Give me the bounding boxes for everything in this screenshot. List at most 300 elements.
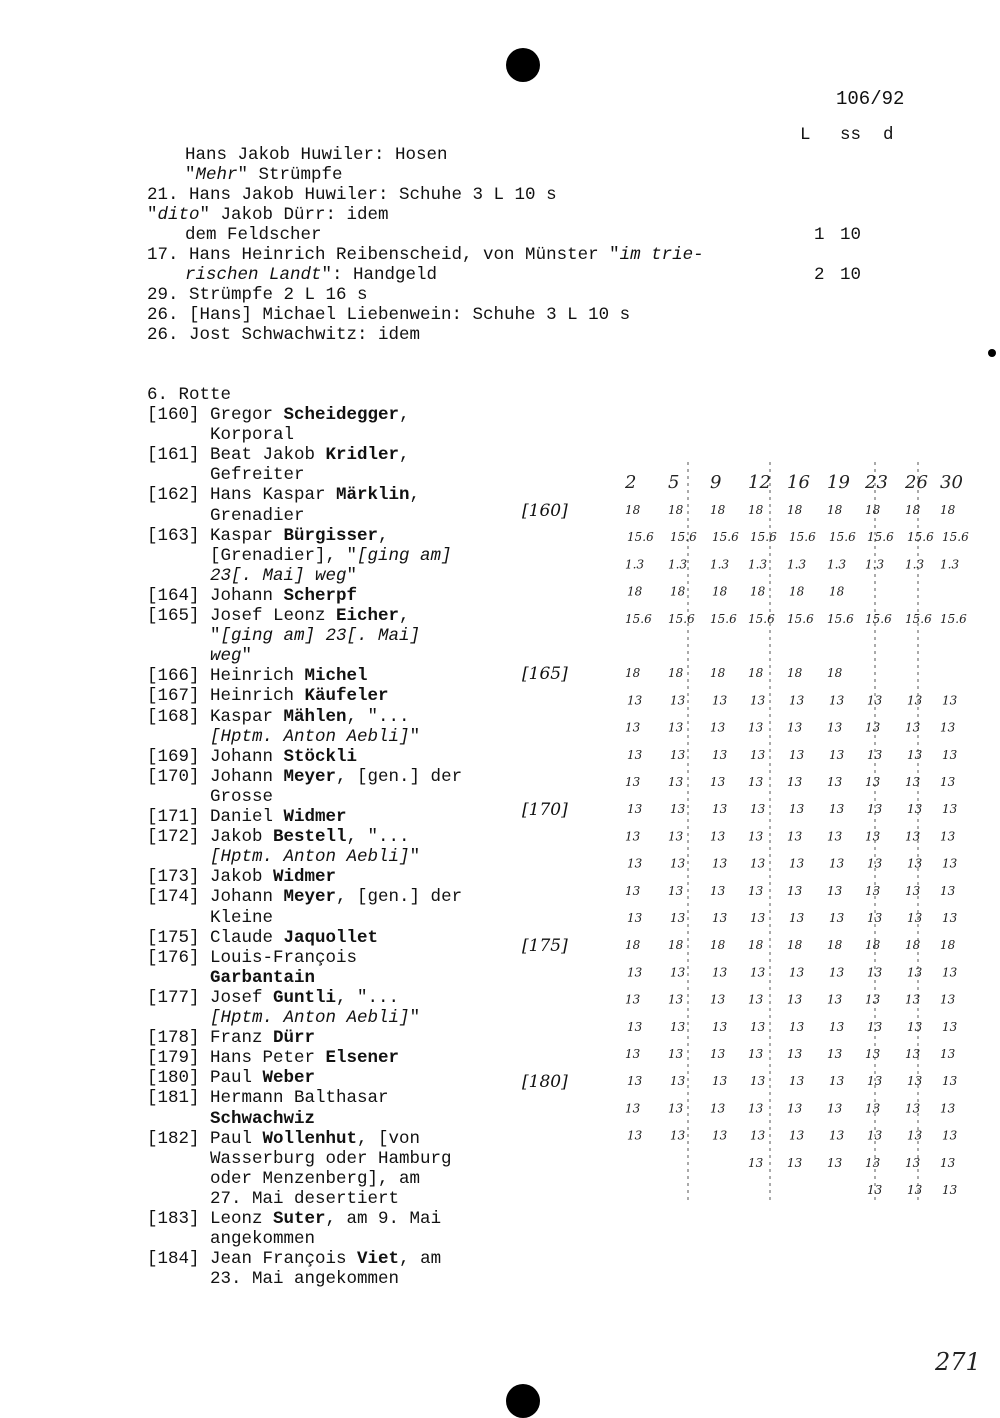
surname: Weber xyxy=(262,1068,316,1089)
surname: Guntli xyxy=(273,987,337,1008)
text-run xyxy=(147,1109,210,1129)
pay-cell: 13 xyxy=(942,1019,958,1034)
pay-cell: 15.6 xyxy=(867,530,894,545)
pay-cell: 13 xyxy=(625,775,641,789)
pay-cell: 15.6 xyxy=(710,611,737,626)
pay-cell: 13 xyxy=(942,1074,958,1089)
rotte-line xyxy=(147,606,410,626)
surname: Elsener xyxy=(325,1048,400,1069)
pay-column-date: 5 xyxy=(668,472,680,493)
pay-cell: 13 xyxy=(625,992,641,1007)
italic-text: [Hptm. Anton Aebli] xyxy=(210,847,410,868)
rotte-line xyxy=(147,1008,420,1028)
pay-cell: 13 xyxy=(942,856,958,871)
text-run: " xyxy=(409,726,421,747)
pay-cell: 13 xyxy=(627,1128,643,1143)
pay-cell: 13 xyxy=(865,1155,881,1170)
rotte-line xyxy=(147,405,410,425)
text-run xyxy=(147,727,210,747)
rotte-line xyxy=(147,928,378,948)
pay-cell: 18 xyxy=(748,938,764,953)
pay-cell: 13 xyxy=(942,1128,958,1143)
pay-cell: 13 xyxy=(905,720,921,735)
pay-cell: 13 xyxy=(627,1019,643,1034)
pay-cell: 13 xyxy=(748,992,764,1007)
pay-cell: 13 xyxy=(907,1074,923,1089)
pay-cell: 13 xyxy=(867,1074,883,1089)
pay-cell: 13 xyxy=(865,1047,881,1061)
pay-cell: 13 xyxy=(789,747,805,762)
pay-cell: 13 xyxy=(827,720,843,735)
text-run: , am 9. Mai xyxy=(325,1209,442,1229)
text-run: [175] Claude xyxy=(147,927,284,948)
pay-cell: 13 xyxy=(750,1074,766,1089)
pay-cell: 13 xyxy=(787,1101,803,1116)
text-run: 23. Mai angekommen xyxy=(147,1269,400,1290)
pay-cell: 13 xyxy=(670,856,686,871)
rotte-line xyxy=(147,908,273,928)
amount-shilling: 10 xyxy=(840,225,862,245)
registration-dot-side xyxy=(988,349,996,357)
ledger-entry xyxy=(147,205,389,225)
rotte-line xyxy=(147,485,420,505)
rotte-line xyxy=(147,1149,452,1169)
text-run xyxy=(147,847,210,867)
rotte-line xyxy=(147,546,452,566)
pay-cell: 18 xyxy=(710,666,726,681)
pay-cell: 15.6 xyxy=(829,530,856,545)
text-run: [167] Heinrich xyxy=(147,686,305,707)
pay-column-date: 16 xyxy=(787,472,810,493)
pay-cell: 13 xyxy=(829,1019,845,1034)
italic-text: weg xyxy=(210,646,242,667)
pay-cell: 13 xyxy=(712,802,728,817)
pay-cell: 13 xyxy=(905,1155,921,1170)
rotte-line xyxy=(147,887,462,907)
pay-cell: 13 xyxy=(789,693,805,708)
pay-cell: 15.6 xyxy=(712,530,739,545)
surname: Viet xyxy=(357,1249,400,1270)
pay-cell: 13 xyxy=(867,1183,883,1197)
text-run: [168] Kaspar xyxy=(147,706,284,727)
pay-row-label: [160] xyxy=(522,501,568,521)
pay-cell: 13 xyxy=(627,965,643,980)
text-run: Gefreiter xyxy=(147,465,305,486)
pay-cell: 15.6 xyxy=(625,611,652,626)
pay-cell: 13 xyxy=(867,747,883,762)
text-run xyxy=(147,646,210,666)
pay-cell: 13 xyxy=(827,992,843,1007)
pay-cell: 13 xyxy=(789,802,805,817)
pay-cell: 13 xyxy=(712,1128,728,1143)
text-run: " xyxy=(409,1008,421,1028)
surname: Käufeler xyxy=(304,686,389,707)
pay-cell: 13 xyxy=(865,992,881,1007)
rotte-line xyxy=(147,1048,399,1068)
pay-cell: 13 xyxy=(750,1128,766,1143)
pay-cell: 13 xyxy=(905,992,921,1007)
pay-cell: 13 xyxy=(829,911,845,925)
pay-cell: 13 xyxy=(750,802,766,817)
pay-cell: 18 xyxy=(712,584,728,599)
pay-cell: 15.6 xyxy=(905,611,932,626)
pay-cell: 13 xyxy=(787,1047,803,1061)
pay-cell: 18 xyxy=(710,503,726,517)
rotte-line xyxy=(147,1109,315,1129)
pay-cell: 13 xyxy=(867,1019,883,1034)
pay-cell: 18 xyxy=(625,503,641,517)
ledger-entry xyxy=(185,145,448,165)
pay-cell: 13 xyxy=(748,1101,764,1116)
pay-cell: 15.6 xyxy=(668,611,695,626)
text-run: [173] Jakob xyxy=(147,867,274,888)
pay-cell: 15.6 xyxy=(907,530,934,545)
rotte-line xyxy=(147,425,294,445)
pay-cell: 13 xyxy=(907,1128,923,1143)
pay-cell: 15.6 xyxy=(827,611,854,626)
pay-cell: 13 xyxy=(670,747,686,762)
pay-cell: 13 xyxy=(942,802,958,817)
text-run: [174] Johann xyxy=(147,887,284,908)
pay-cell: 13 xyxy=(867,1128,883,1143)
pay-cell: 13 xyxy=(750,965,766,980)
italic-text: [Hptm. Anton Aebli] xyxy=(210,726,410,747)
text-run: , xyxy=(399,405,410,425)
pay-cell: 13 xyxy=(940,720,956,735)
surname: Widmer xyxy=(273,867,337,888)
ledger-entry xyxy=(185,165,343,185)
rotte-line xyxy=(147,787,273,807)
pay-cell: 18 xyxy=(865,503,881,517)
pay-cell: 13 xyxy=(942,1183,958,1197)
pay-cell: 1.3 xyxy=(710,557,730,572)
pay-cell: 13 xyxy=(712,1019,728,1034)
ledger-entry xyxy=(147,325,420,345)
pay-column-date: 19 xyxy=(827,472,850,493)
pay-cell: 13 xyxy=(787,829,803,844)
rotte-line xyxy=(147,586,357,606)
text-run: , xyxy=(409,485,421,506)
rotte-line xyxy=(147,847,420,867)
pay-cell: 13 xyxy=(670,802,686,817)
text-run: [179] Hans Peter xyxy=(147,1048,326,1069)
pay-cell: 13 xyxy=(712,1074,728,1089)
pay-cell: 13 xyxy=(940,1101,956,1116)
pay-cell: 13 xyxy=(787,992,803,1007)
text-run: [177] Josef xyxy=(147,987,274,1008)
italic-text: [ging am] xyxy=(357,545,452,566)
surname: Wollenhut xyxy=(262,1128,358,1149)
pay-cell: 13 xyxy=(627,1074,643,1089)
rotte-line xyxy=(147,1249,441,1269)
surname: Suter xyxy=(273,1209,326,1229)
text-run: , xyxy=(399,445,410,466)
pay-cell: 18 xyxy=(748,666,764,681)
text-run: [166] Heinrich xyxy=(147,666,305,687)
text-run: 27. Mai desertiert xyxy=(147,1188,400,1209)
text-run: 26. [Hans] Michael Liebenwein: Schuhe 3 L 10 s xyxy=(147,305,631,325)
pay-cell: 13 xyxy=(905,1101,921,1116)
text-run: " xyxy=(346,565,358,586)
text-run: , "... xyxy=(336,987,400,1008)
surname: Bürgisser xyxy=(283,525,379,546)
pay-cell: 13 xyxy=(625,720,641,735)
pay-cell: 13 xyxy=(829,1074,845,1089)
rotte-line xyxy=(147,1129,420,1149)
amount-pound: 1 xyxy=(814,225,825,245)
text-run: ": Handgeld xyxy=(321,265,438,285)
text-run: [161] Beat Jakob xyxy=(147,445,326,466)
pay-column-date: 30 xyxy=(940,472,963,493)
pay-cell: 13 xyxy=(907,747,923,762)
pay-cell: 13 xyxy=(940,992,956,1007)
pay-cell: 13 xyxy=(625,829,641,844)
pay-cell: 13 xyxy=(867,911,883,925)
rotte-line xyxy=(147,1028,315,1048)
pay-cell: 1.3 xyxy=(787,557,807,572)
text-run: oder Menzenberg], am xyxy=(147,1168,421,1189)
text-run: [171] Daniel xyxy=(147,807,284,827)
pay-cell: 13 xyxy=(625,883,641,898)
amount-pound: 2 xyxy=(814,265,825,285)
surname: Garbantain xyxy=(210,967,316,988)
text-run: , am xyxy=(399,1249,442,1270)
pay-cell: 13 xyxy=(827,883,843,898)
text-run: [164] Johann xyxy=(147,585,284,606)
pay-cell: 13 xyxy=(670,911,686,925)
pay-column-date: 9 xyxy=(710,472,722,493)
text-run: [160] Gregor xyxy=(147,405,284,425)
rotte-title: 6. Rotte xyxy=(147,385,232,405)
pay-cell: 13 xyxy=(867,693,883,708)
surname: Bestell xyxy=(273,827,347,848)
pay-cell: 13 xyxy=(750,856,766,871)
ledger-entry xyxy=(147,185,557,205)
pay-cell: 13 xyxy=(748,775,764,789)
pay-row-label: [170] xyxy=(522,800,568,821)
pay-cell: 18 xyxy=(670,584,686,599)
pay-cell: 13 xyxy=(712,856,728,871)
pay-cell: 13 xyxy=(787,883,803,898)
pay-cell: 1.3 xyxy=(748,557,768,572)
column-header-pound: L xyxy=(800,125,811,145)
pay-cell: 13 xyxy=(907,693,923,708)
pay-cell: 13 xyxy=(940,775,956,789)
pay-cell: 18 xyxy=(668,503,684,517)
pay-cell: 13 xyxy=(670,1074,686,1089)
pay-cell: 13 xyxy=(907,1183,923,1197)
text-run: [170] Johann xyxy=(147,766,284,787)
pay-cell: 13 xyxy=(712,911,728,925)
surname: Eicher xyxy=(336,606,400,626)
pay-row-label: [180] xyxy=(522,1072,568,1093)
pay-cell: 13 xyxy=(905,1047,921,1061)
text-run: " xyxy=(147,205,158,225)
pay-cell: 13 xyxy=(710,720,726,735)
pay-cell: 18 xyxy=(787,503,803,517)
pay-cell: 13 xyxy=(668,883,684,898)
ledger-entry xyxy=(147,245,704,265)
rotte-line xyxy=(147,686,389,706)
pay-cell: 13 xyxy=(712,693,728,708)
text-run: , [gen.] der xyxy=(336,887,463,908)
text-run: Kleine xyxy=(147,907,274,928)
italic-text: rischen Landt xyxy=(185,265,322,285)
pay-cell: 15.6 xyxy=(787,611,814,626)
text-run: " Jakob Dürr: idem xyxy=(199,205,389,225)
text-run: " xyxy=(185,165,196,185)
pay-cell: 15.6 xyxy=(627,530,654,545)
pay-cell: 1.3 xyxy=(905,557,925,572)
column-header-pence: d xyxy=(883,125,894,145)
pay-cell: 13 xyxy=(829,693,845,708)
registration-dot-top xyxy=(506,48,540,82)
pay-cell: 13 xyxy=(867,802,883,817)
pay-cell: 13 xyxy=(865,720,881,735)
ledger-entry xyxy=(147,305,630,325)
pay-cell: 13 xyxy=(748,883,764,898)
pay-cell: 13 xyxy=(907,856,923,871)
pay-cell: 13 xyxy=(942,747,958,762)
pay-cell: 13 xyxy=(625,1101,641,1116)
pay-cell: 18 xyxy=(865,938,881,953)
text-run: 21. Hans Jakob Huwiler: Schuhe 3 L 10 s xyxy=(147,185,557,205)
surname: Scheidegger xyxy=(283,405,400,425)
text-run: [183] Leonz xyxy=(147,1209,274,1229)
pay-cell: 13 xyxy=(668,992,684,1007)
pay-cell: 13 xyxy=(670,1019,686,1034)
pay-cell: 13 xyxy=(827,1047,843,1061)
pay-cell: 13 xyxy=(940,829,956,844)
text-run: [180] Paul xyxy=(147,1068,263,1089)
text-run: , "... xyxy=(346,706,410,727)
text-run: 26. Jost Schwachwitz: idem xyxy=(147,325,421,345)
text-run: 17. Hans Heinrich Reibenscheid, von Münster " xyxy=(147,245,620,265)
pay-cell: 18 xyxy=(750,584,766,599)
pay-cell: 13 xyxy=(942,911,958,925)
text-run xyxy=(147,968,210,988)
pay-cell: 13 xyxy=(670,693,686,708)
pay-cell: 13 xyxy=(827,829,843,844)
pay-cell: 18 xyxy=(827,938,843,953)
rotte-line xyxy=(147,1088,389,1108)
pay-cell: 15.6 xyxy=(750,530,777,545)
pay-cell: 18 xyxy=(787,938,803,953)
text-run: " xyxy=(241,646,253,667)
text-run: Wasserburg oder Hamburg xyxy=(147,1148,452,1169)
pay-cell: 13 xyxy=(865,1101,881,1116)
pay-cell: 13 xyxy=(710,1101,726,1116)
surname: Meyer xyxy=(283,887,337,908)
surname: Mählen xyxy=(283,706,347,727)
rotte-line xyxy=(147,465,305,485)
surname: Dürr xyxy=(273,1028,316,1049)
pay-column-date: 12 xyxy=(748,472,771,493)
pay-cell: 18 xyxy=(627,584,643,599)
pay-cell: 18 xyxy=(787,666,803,681)
text-run: dem Feldscher xyxy=(185,225,322,245)
text-run: Korporal xyxy=(147,425,295,446)
ledger-entry xyxy=(147,285,368,305)
pay-cell: 18 xyxy=(827,666,843,681)
pay-cell: 13 xyxy=(865,775,881,789)
pay-cell: 18 xyxy=(905,503,921,517)
pay-cell: 13 xyxy=(789,965,805,980)
pay-cell: 13 xyxy=(670,965,686,980)
text-run: [Grenadier], " xyxy=(147,545,358,566)
pay-cell: 13 xyxy=(865,883,881,898)
pay-cell: 13 xyxy=(710,883,726,898)
surname: Michel xyxy=(304,666,368,687)
text-run: [163] Kaspar xyxy=(147,525,284,546)
pay-cell: 13 xyxy=(789,1019,805,1034)
pay-cell: 13 xyxy=(748,1155,764,1170)
text-run: , xyxy=(378,525,389,546)
text-run: [182] Paul xyxy=(147,1128,263,1149)
pay-cell: 13 xyxy=(627,856,643,871)
pay-cell: 13 xyxy=(670,1128,686,1143)
pay-cell: 18 xyxy=(940,503,956,517)
pay-cell: 13 xyxy=(827,775,843,789)
pay-cell: 13 xyxy=(627,693,643,708)
pay-cell: 18 xyxy=(940,938,956,953)
text-run: [181] Hermann Balthasar xyxy=(147,1088,389,1109)
pay-cell: 13 xyxy=(940,1155,956,1170)
pay-cell: 13 xyxy=(907,1019,923,1034)
handwritten-pay-table-svg xyxy=(500,460,980,1220)
pay-cell: 13 xyxy=(710,1047,726,1061)
pay-cell: 13 xyxy=(668,775,684,789)
rotte-line xyxy=(147,948,357,968)
pay-cell: 13 xyxy=(940,1047,956,1061)
rotte-line xyxy=(147,1209,441,1229)
pay-column-date: 2 xyxy=(625,472,637,493)
text-run: [178] Franz xyxy=(147,1028,274,1049)
pay-cell: 13 xyxy=(627,802,643,817)
pay-cell: 13 xyxy=(712,747,728,762)
pay-cell: 15.6 xyxy=(940,611,967,626)
pay-cell: 13 xyxy=(907,911,923,925)
pay-cell: 1.3 xyxy=(827,557,847,572)
pay-cell: 13 xyxy=(829,747,845,762)
surname: Widmer xyxy=(283,807,347,827)
pay-cell: 15.6 xyxy=(865,611,892,626)
text-run: [176] Louis-François xyxy=(147,947,358,968)
pay-cell: 13 xyxy=(827,1155,843,1170)
pay-cell: 13 xyxy=(865,829,881,844)
pay-cell: 13 xyxy=(789,856,805,871)
pay-cell: 13 xyxy=(829,965,845,980)
pay-cell: 13 xyxy=(748,829,764,844)
pay-cell: 13 xyxy=(627,911,643,925)
pay-cell: 18 xyxy=(668,938,684,953)
pay-row-label: [165] xyxy=(522,664,568,685)
rotte-line xyxy=(147,988,399,1008)
pay-cell: 13 xyxy=(942,693,958,708)
surname: Kridler xyxy=(325,445,400,466)
pay-cell: 18 xyxy=(748,503,764,517)
pay-cell: 1.3 xyxy=(940,557,960,572)
pay-cell: 13 xyxy=(867,965,883,980)
rotte-line xyxy=(147,1169,420,1189)
pay-cell: 18 xyxy=(827,503,843,517)
text-run: Hans Jakob Huwiler: Hosen xyxy=(185,145,448,165)
text-run: " xyxy=(409,847,421,868)
rotte-line xyxy=(147,747,357,767)
rotte-line xyxy=(147,827,410,847)
italic-text: im trie- xyxy=(619,245,704,265)
text-run: angekommen xyxy=(147,1229,316,1250)
